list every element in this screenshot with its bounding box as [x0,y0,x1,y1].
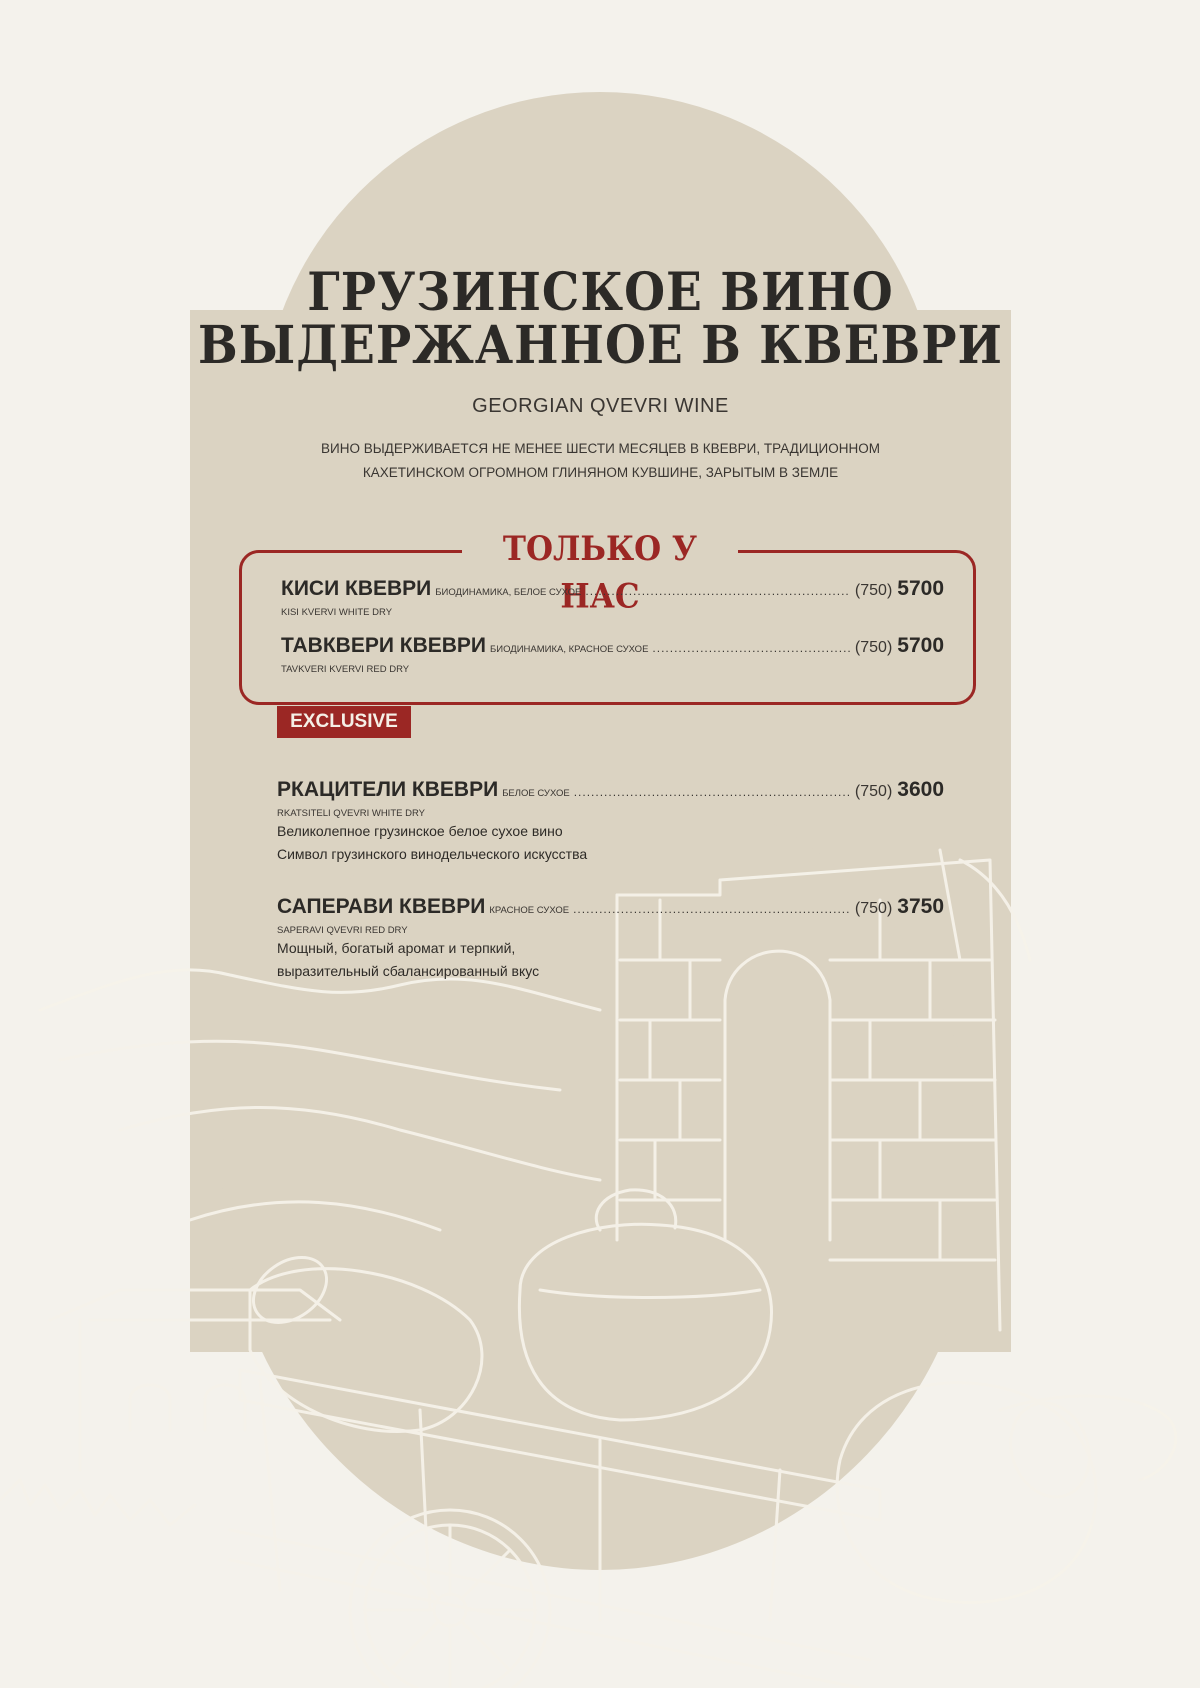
item-description-line2: Символ грузинского винодельческого искусства [277,846,588,862]
menu-item-rkatsiteli-qvevri [277,778,944,865]
item-name: ТАВКВЕРИ КВЕВРИ [281,634,487,657]
menu-item-kisi-qvevri [281,577,944,618]
menu-item-row [277,778,944,802]
item-volume: (750) [854,639,893,656]
dot-leader [652,641,850,655]
dot-leader [573,902,850,916]
item-kind: БИОДИНАМИКА, БЕЛОЕ СУХОЕ [435,587,582,598]
menu-item-row [281,634,944,658]
item-description-line2: выразительный сбалансированный вкус [277,963,540,979]
item-volume: (750) [854,783,893,800]
item-kind: БИОДИНАМИКА, КРАСНОЕ СУХОЕ [490,644,649,655]
item-price: 5700 [897,577,944,600]
page-title-line2: ВЫДЕРЖАННОЕ В КВЕВРИ [198,314,1003,377]
item-description-line1: Великолепное грузинское белое сухое вино [277,823,563,839]
menu-item-row [277,895,944,919]
item-price: 3750 [897,895,944,918]
item-volume: (750) [854,582,893,599]
page-title-line1: ГРУЗИНСКОЕ ВИНО [307,261,894,324]
page-subtitle: GEORGIAN QVEVRI WINE [472,395,729,417]
item-name-english: KISI KVERVI WHITE DRY [281,607,393,618]
menu-item-tavkveri-qvevri [281,634,944,675]
description-line2: КАХЕТИНСКОМ ОГРОМНОМ ГЛИНЯНОМ КУВШИНЕ, ЗАРЫТЫМ В ЗЕМЛЕ [362,465,839,480]
item-name: РКАЦИТЕЛИ КВЕВРИ [277,778,499,801]
menu-item-row [281,577,944,601]
menu-item-saperavi-qvevri [277,895,944,982]
item-name-english: TAVKVERI KVERVI RED DRY [281,664,410,675]
dot-leader [585,584,850,598]
item-volume: (750) [854,900,893,917]
item-name: САПЕРАВИ КВЕВРИ [277,895,486,918]
exclusive-badge: EXCLUSIVE [277,706,411,738]
item-name-english: SAPERAVI QVEVRI RED DRY [277,925,408,936]
item-kind: КРАСНОЕ СУХОЕ [489,905,570,916]
item-name-english: RKATSITELI QVEVRI WHITE DRY [277,808,425,819]
item-kind: БЕЛОЕ СУХОЕ [502,788,570,799]
dot-leader [574,785,850,799]
description-line1: ВИНО ВЫДЕРЖИВАЕТСЯ НЕ МЕНЕЕ ШЕСТИ МЕСЯЦЕВ В КВЕВРИ, ТРАДИЦИОННОМ [321,441,880,456]
item-name: КИСИ КВЕВРИ [281,577,432,600]
exclusive-section-heading: ТОЛЬКО У НАС [462,525,738,573]
item-price: 5700 [897,634,944,657]
item-description-line1: Мощный, богатый аромат и терпкий, [277,940,516,956]
item-price: 3600 [897,778,944,801]
